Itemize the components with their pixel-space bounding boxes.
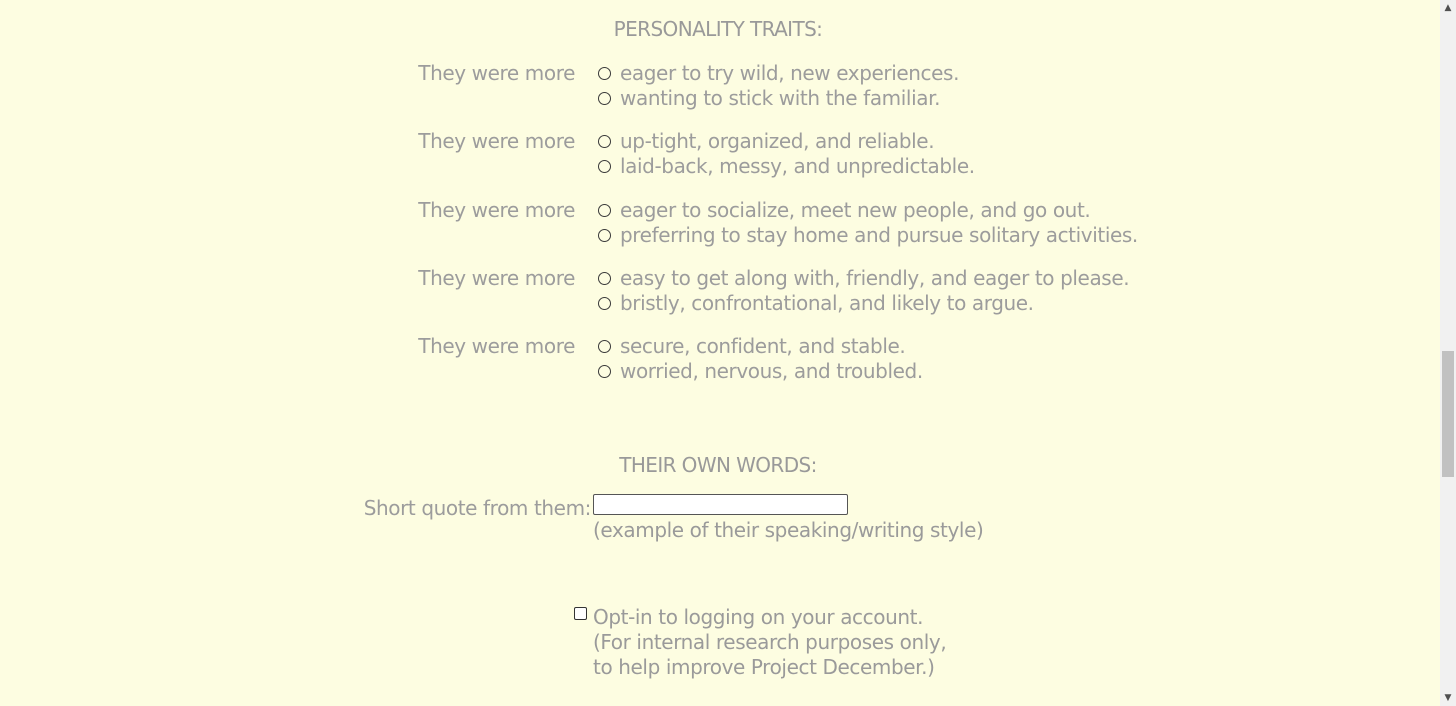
vertical-scrollbar[interactable] — [1440, 0, 1456, 706]
trait-1-option-a[interactable] — [598, 61, 959, 85]
trait-3-option-b-text: preferring to stay home and pursue solitary activities. — [620, 223, 1138, 247]
scroll-thumb[interactable] — [1442, 351, 1454, 477]
trait-1-option-a-text: eager to try wild, new experiences. — [620, 61, 960, 85]
trait-4-label: They were more — [418, 266, 575, 290]
short-quote-label: Short quote from them: — [363, 496, 591, 520]
radio-icon[interactable] — [598, 204, 611, 217]
short-quote-input[interactable] — [593, 494, 848, 515]
trait-2-label: They were more — [418, 129, 575, 153]
trait-2-option-a[interactable] — [598, 129, 934, 153]
radio-icon[interactable] — [598, 340, 611, 353]
scroll-down-arrow-icon[interactable]: ▼ — [1444, 693, 1452, 703]
radio-icon[interactable] — [598, 365, 611, 378]
short-quote-hint: (example of their speaking/writing style) — [593, 518, 984, 542]
radio-icon[interactable] — [598, 297, 611, 310]
optin-line-2: (For internal research purposes only, — [593, 630, 947, 654]
radio-icon[interactable] — [598, 272, 611, 285]
trait-5-option-a-text: secure, confident, and stable. — [620, 334, 906, 358]
trait-5-option-a[interactable] — [598, 334, 905, 358]
trait-5-option-b[interactable] — [598, 359, 923, 383]
scroll-up-arrow-icon[interactable]: ▲ — [1444, 3, 1452, 13]
trait-3-option-a[interactable] — [598, 198, 1090, 222]
optin-line-3: to help improve Project December.) — [593, 655, 935, 679]
trait-1-option-b-text: wanting to stick with the familiar. — [620, 86, 941, 110]
trait-3-option-a-text: eager to socialize, meet new people, and go out. — [620, 198, 1091, 222]
radio-icon[interactable] — [598, 135, 611, 148]
trait-4-option-b-text: bristly, confrontational, and likely to argue. — [620, 291, 1034, 315]
optin-logging-checkbox[interactable] — [574, 607, 587, 620]
trait-2-option-a-text: up-tight, organized, and reliable. — [620, 129, 935, 153]
trait-3-option-b[interactable] — [598, 223, 1138, 247]
radio-icon[interactable] — [598, 160, 611, 173]
personality-traits-heading: PERSONALITY TRAITS: — [613, 17, 823, 41]
radio-icon[interactable] — [598, 229, 611, 242]
trait-2-option-b[interactable] — [598, 154, 975, 178]
trait-5-label: They were more — [418, 334, 575, 358]
trait-1-option-b[interactable] — [598, 86, 940, 110]
trait-5-option-b-text: worried, nervous, and troubled. — [620, 359, 923, 383]
optin-line-1[interactable]: Opt-in to logging on your account. — [593, 605, 924, 629]
trait-1-label: They were more — [418, 61, 575, 85]
trait-4-option-a[interactable] — [598, 266, 1129, 290]
radio-icon[interactable] — [598, 92, 611, 105]
their-own-words-heading: THEIR OWN WORDS: — [619, 453, 817, 477]
trait-3-label: They were more — [418, 198, 575, 222]
trait-4-option-b[interactable] — [598, 291, 1034, 315]
trait-2-option-b-text: laid-back, messy, and unpredictable. — [620, 154, 975, 178]
trait-4-option-a-text: easy to get along with, friendly, and eager to please. — [620, 266, 1130, 290]
radio-icon[interactable] — [598, 67, 611, 80]
